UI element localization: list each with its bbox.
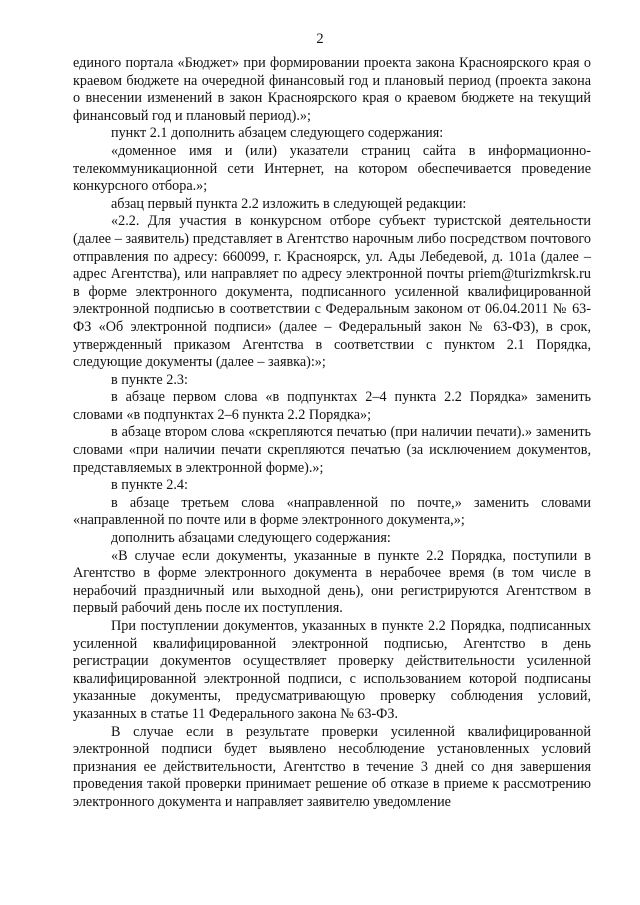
paragraph-new-2-2: «2.2. Для участия в конкурсном отборе субъект туристской деятельности (далее – заявитель) представляет в Агентство нарочным либо посредством почтового отправления по адресу: 660099, г. Красноярск, ул. Ады Лебедевой, д. 101а (далее – адрес Агентства), или направляет по адресу электронной почты priem@turizmkrsk.ru в форме электронного документа, подписанного усиленной квалифицированной электронной подписью в соответствии с Федеральным законом от 06.04.2011 № 63-ФЗ «Об электронной подписи» (далее – Федеральный закон № 63-ФЗ), в срок, утвержденный приказом Агентства в соответствии с пунктом 2.1 Порядка, следующие документы (далее – заявка):»; <box>73 213 591 371</box>
page-number: 2 <box>316 31 324 47</box>
paragraph-2-3-first: в абзаце первом слова «в подпунктах 2–4 пункта 2.2 Порядка» заменить словами «в подпунктах 2–6 пункта 2.2 Порядка»; <box>73 389 591 423</box>
paragraph-2-4-third: в абзаце третьем слова «направленной по почте,» заменить словами «направленной по почте или в форме электронного документа,»; <box>73 494 591 529</box>
document-body <box>73 55 591 812</box>
paragraph-supplement: дополнить абзацами следующего содержания: <box>111 530 391 547</box>
paragraph-2-3-second: в абзаце втором слова «скрепляются печатью (при наличии печати).» заменить словами «при наличии печати скрепляются печатью (за исключением документов, представляемых в электронной форме).»; <box>73 424 591 476</box>
paragraph-nonworking-time: «В случае если документы, указанные в пункте 2.2 Порядка, поступили в Агентство в форме электронного документа в нерабочее время (в том числе в нерабочий праздничный или выходной день), они регистрируются Агентством в первый рабочий день после их поступления. <box>73 547 591 617</box>
paragraph-item-2-4: в пункте 2.4: <box>111 477 188 494</box>
paragraph-check-result: В случае если в результате проверки усиленной квалифицированной электронной подписи будет выявлено несоблюдение установленных условий признания ее действительности, Агентство в течение 3 дней со дня завершения проведения такой проверки принимает решение об отказе в приеме к рассмотрению электронного документа и направляет заявителю уведомление <box>73 723 591 810</box>
paragraph-item-2-2: абзац первый пункта 2.2 изложить в следующей редакции: <box>111 195 467 212</box>
paragraph-item-2-1: пункт 2.1 дополнить абзацем следующего содержания: <box>111 125 444 142</box>
paragraph-domain-name: «доменное имя и (или) указатели страниц сайта в информационно-телекоммуникационной сети Интернет, на котором обеспечивается проведение конкурсного отбора.»; <box>73 142 591 195</box>
paragraph-continuation: единого портала «Бюджет» при формировании проекта закона Красноярского края о краевом бюджете на очередной финансовый год и плановый период (проекта закона о внесении изменений в закон Красноярского края о краевом бюджете на текущий финансовый год и плановый период).»; <box>73 55 591 124</box>
paragraph-item-2-3: в пункте 2.3: <box>111 371 188 388</box>
paragraph-signature-check: При поступлении документов, указанных в пункте 2.2 Порядка, подписанных усиленной квалифицированной электронной подписью, Агентство в день регистрации документов осуществляет проверку действительности усиленной квалифицированной электронной подписи, с использованием которой подписаны указанные документы, предусматривающую проверку соблюдения условий, указанных в статье 11 Федерального закона № 63-ФЗ. <box>73 618 591 722</box>
